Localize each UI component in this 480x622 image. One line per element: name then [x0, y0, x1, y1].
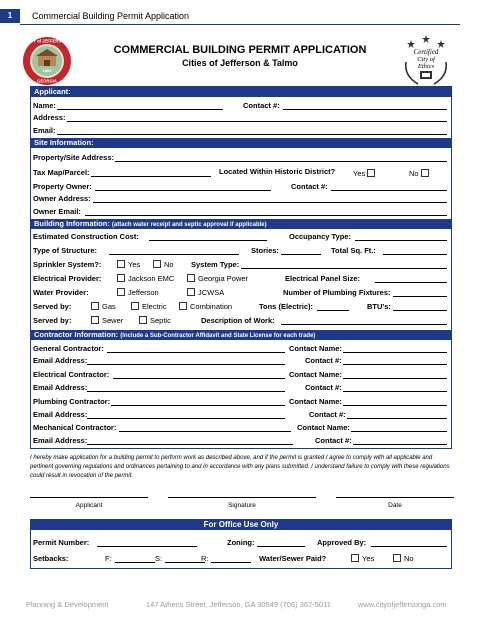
checkbox-icon[interactable]	[91, 302, 99, 310]
owner-address-label: Owner Address:	[33, 194, 91, 203]
site-address-field[interactable]	[115, 161, 447, 162]
building-section-header	[31, 219, 451, 229]
setback-s-label: S:	[155, 554, 163, 563]
footer-department: Planning & Development	[26, 600, 109, 609]
electrical-contact-name-label: Contact Name:	[289, 370, 342, 379]
general-contractor-label: General Contractor:	[33, 344, 104, 353]
certified-line3: Ethics	[417, 63, 435, 70]
setbacks-label: Setbacks:	[33, 554, 69, 563]
applicant-contact-field[interactable]	[283, 109, 447, 110]
electric-option[interactable]: Electric	[131, 302, 167, 311]
checkbox-icon[interactable]	[91, 316, 99, 324]
applicant-contact-label: Contact #:	[243, 101, 280, 110]
applicant-address-field[interactable]	[67, 121, 447, 122]
checkbox-icon[interactable]	[117, 274, 125, 282]
sprinkler-yes-option[interactable]: Yes	[117, 260, 140, 269]
checkbox-icon[interactable]	[117, 288, 125, 296]
served-by-2-label: Served by:	[33, 316, 72, 325]
occupancy-field[interactable]	[355, 240, 447, 241]
building-header-label: Building Information:	[34, 219, 110, 228]
mechanical-contact-num-label: Contact #:	[315, 436, 352, 445]
checkbox-icon[interactable]	[393, 554, 401, 562]
property-owner-label: Property Owner:	[33, 182, 92, 191]
plumbing-contact-num-label: Contact #:	[309, 410, 346, 419]
historic-no-option[interactable]: No	[409, 169, 432, 178]
seal-top-text: CITY of JEFFERSON	[26, 38, 68, 44]
office-use-box	[30, 519, 452, 569]
signature-line[interactable]	[168, 497, 316, 498]
setback-f-label: F:	[105, 554, 112, 563]
plumbing-email-field[interactable]	[87, 418, 285, 419]
tax-map-label: Tax Map/Parcel:	[33, 168, 90, 177]
checkbox-icon[interactable]	[187, 274, 195, 282]
date-line[interactable]	[336, 497, 454, 498]
permit-form	[30, 86, 452, 449]
plumbing-contractor-label: Plumbing Contractor:	[33, 397, 111, 406]
zoning-label: Zoning:	[227, 538, 255, 547]
served-by-label: Served by:	[33, 302, 72, 311]
permit-number-field[interactable]	[97, 546, 197, 547]
form-subtitle: Cities of Jefferson & Talmo	[182, 58, 298, 68]
setback-f-field[interactable]	[115, 562, 155, 563]
electrical-contact-name-field[interactable]	[343, 378, 447, 379]
form-title: COMMERCIAL BUILDING PERMIT APPLICATION	[113, 44, 367, 56]
jackson-emc-option[interactable]: Jackson EMC	[117, 274, 174, 283]
electrical-contact-num-field[interactable]	[343, 391, 447, 392]
site-section-header	[31, 138, 451, 148]
electrical-email-field[interactable]	[87, 391, 285, 392]
header-rule	[20, 24, 460, 25]
panel-size-label: Electrical Panel Size:	[285, 274, 361, 283]
applicant-section-header	[31, 87, 451, 97]
owner-contact-field[interactable]	[331, 190, 447, 191]
tax-map-field[interactable]	[91, 176, 211, 177]
electrical-contractor-field[interactable]	[113, 378, 285, 379]
total-sqft-label: Total Sq. Ft.:	[331, 246, 376, 255]
approved-by-field[interactable]	[371, 546, 447, 547]
plumbing-fixtures-label: Number of Plumbing Fixtures:	[283, 288, 391, 297]
mechanical-contractor-label: Mechanical Contractor:	[33, 423, 117, 432]
general-contact-num-label: Contact #:	[305, 356, 342, 365]
office-use-header: For Office Use Only	[31, 520, 451, 530]
plumbing-contact-name-field[interactable]	[343, 405, 447, 406]
contractor-header-label: Contractor Information:	[34, 330, 119, 339]
plumbing-contact-name-label: Contact Name:	[289, 397, 342, 406]
applicant-signature-line[interactable]	[30, 497, 148, 498]
water-sewer-no-option[interactable]: No	[393, 554, 414, 563]
property-owner-field[interactable]	[95, 190, 271, 191]
general-contact-num-field[interactable]	[343, 364, 447, 365]
electrical-provider-label: Electrical Provider:	[33, 274, 102, 283]
owner-email-field[interactable]	[85, 215, 447, 216]
structure-type-field[interactable]	[109, 254, 239, 255]
checkbox-icon[interactable]	[351, 554, 359, 562]
electrical-contact-num-label: Contact #:	[305, 383, 342, 392]
mechanical-contact-name-field[interactable]	[351, 431, 447, 432]
approved-by-label: Approved By:	[317, 538, 367, 547]
mechanical-email-field[interactable]	[87, 444, 293, 445]
contractor-section-header	[31, 330, 451, 340]
applicant-email-label: Email:	[33, 126, 56, 135]
historic-district-label: Located Within Historic District?	[219, 167, 336, 176]
applicant-name-label: Name:	[33, 101, 56, 110]
sprinkler-no-option[interactable]: No	[153, 260, 174, 269]
panel-size-field[interactable]	[375, 282, 447, 283]
general-contractor-field[interactable]	[107, 352, 285, 353]
general-contact-name-label: Contact Name:	[289, 344, 342, 353]
total-sqft-field[interactable]	[383, 254, 447, 255]
zoning-field[interactable]	[257, 546, 305, 547]
applicant-caption: Applicant	[75, 502, 103, 509]
electrical-email-label: Email Address:	[33, 383, 88, 392]
applicant-email-field[interactable]	[57, 134, 447, 135]
owner-contact-label: Contact #:	[291, 182, 328, 191]
checkbox-icon[interactable]	[367, 169, 375, 177]
document-title: Commercial Building Permit Application	[32, 11, 190, 21]
general-email-field[interactable]	[87, 364, 285, 365]
combination-option[interactable]: Combination	[179, 302, 232, 311]
plumbing-email-label: Email Address:	[33, 410, 88, 419]
checkbox-icon[interactable]	[187, 288, 195, 296]
general-contact-name-field[interactable]	[343, 352, 447, 353]
tons-label: Tons (Electric):	[259, 302, 314, 311]
certified-line2: City of	[417, 56, 435, 63]
btus-label: BTU's:	[367, 302, 391, 311]
checkbox-icon[interactable]	[139, 316, 147, 324]
top-header	[0, 0, 480, 28]
certified-line1: Certified	[413, 48, 439, 56]
applicant-header-label: Applicant:	[34, 87, 71, 96]
applicant-name-field[interactable]	[57, 109, 223, 110]
description-label: Description of Work:	[201, 316, 275, 325]
seal-bottom-text: GEORGIA	[37, 78, 57, 84]
building-header-note: (attach water receipt and septic approval if applicable)	[111, 222, 267, 228]
setback-r-field[interactable]	[211, 562, 251, 563]
mechanical-contact-num-field[interactable]	[353, 444, 447, 445]
stories-field[interactable]	[281, 254, 321, 255]
water-provider-label: Water Provider:	[33, 288, 89, 297]
setback-s-field[interactable]	[165, 562, 205, 563]
btus-field[interactable]	[393, 310, 447, 311]
system-type-field[interactable]	[241, 268, 447, 269]
signature-caption: Signature	[228, 502, 256, 509]
jefferson-option[interactable]: Jefferson	[117, 288, 159, 297]
mechanical-contractor-field[interactable]	[119, 431, 291, 432]
declaration-text: I hereby make application for a building permit to perform work as described above, and if the permit is granted I agree to comply with all applicable and pertinent governing regulations and ordinances pertaining to and in accordance with any plans submitted. I understand failure to comply with these regulations could result in revocation of the permit.	[30, 455, 450, 479]
seal-year: 1806	[42, 68, 52, 73]
jcwsa-option[interactable]: JCWSA	[187, 288, 224, 297]
checkbox-icon[interactable]	[117, 260, 125, 268]
septic-option[interactable]: Septic	[139, 316, 171, 325]
mechanical-contact-name-label: Contact Name:	[297, 423, 350, 432]
water-sewer-yes-option[interactable]: Yes	[351, 554, 374, 563]
gas-option[interactable]: Gas	[91, 302, 116, 311]
historic-yes-option[interactable]: Yes	[353, 169, 378, 178]
general-email-label: Email Address:	[33, 356, 88, 365]
tons-field[interactable]	[317, 310, 349, 311]
checkbox-icon[interactable]	[153, 260, 161, 268]
stories-label: Stories:	[251, 246, 279, 255]
site-header-label: Site Information:	[34, 138, 94, 147]
sewer-option[interactable]: Sewer	[91, 316, 123, 325]
checkbox-icon[interactable]	[421, 169, 429, 177]
setback-r-label: R:	[201, 554, 209, 563]
contractor-header-note: (Include a Sub-Contractor Affidavit and State License for each trade)	[120, 333, 316, 339]
site-address-label: Property/Site Address:	[33, 153, 114, 162]
date-caption: Date	[388, 502, 402, 509]
est-cost-label: Estimated Construction Cost:	[33, 232, 139, 241]
water-sewer-label: Water/Sewer Paid?	[259, 554, 327, 563]
est-cost-field[interactable]	[149, 240, 267, 241]
description-field[interactable]	[281, 324, 447, 325]
checkbox-icon[interactable]	[179, 302, 187, 310]
footer-address: 147 Athens Street, Jefferson, GA 30549 (706) 367-5011	[146, 600, 331, 609]
occupancy-label: Occupancy Type:	[289, 232, 351, 241]
structure-type-label: Type of Structure:	[33, 246, 98, 255]
checkbox-icon[interactable]	[131, 302, 139, 310]
owner-email-label: Owner Email:	[33, 207, 81, 216]
permit-number-label: Permit Number:	[33, 538, 90, 547]
applicant-address-label: Address:	[33, 113, 66, 122]
mechanical-email-label: Email Address:	[33, 436, 88, 445]
page-number: 1	[0, 9, 20, 23]
plumbing-contractor-field[interactable]	[111, 405, 285, 406]
footer-website[interactable]: www.cityofjeffersonga.com	[358, 600, 447, 609]
plumbing-fixtures-field[interactable]	[393, 296, 447, 297]
georgia-power-option[interactable]: Georgia Power	[187, 274, 248, 283]
footer	[26, 600, 466, 609]
electrical-contractor-label: Electrical Contractor:	[33, 370, 110, 379]
owner-address-field[interactable]	[93, 202, 447, 203]
sprinkler-label: Sprinkler System?:	[33, 260, 102, 269]
plumbing-contact-num-field[interactable]	[347, 418, 447, 419]
system-type-label: System Type:	[191, 260, 240, 269]
